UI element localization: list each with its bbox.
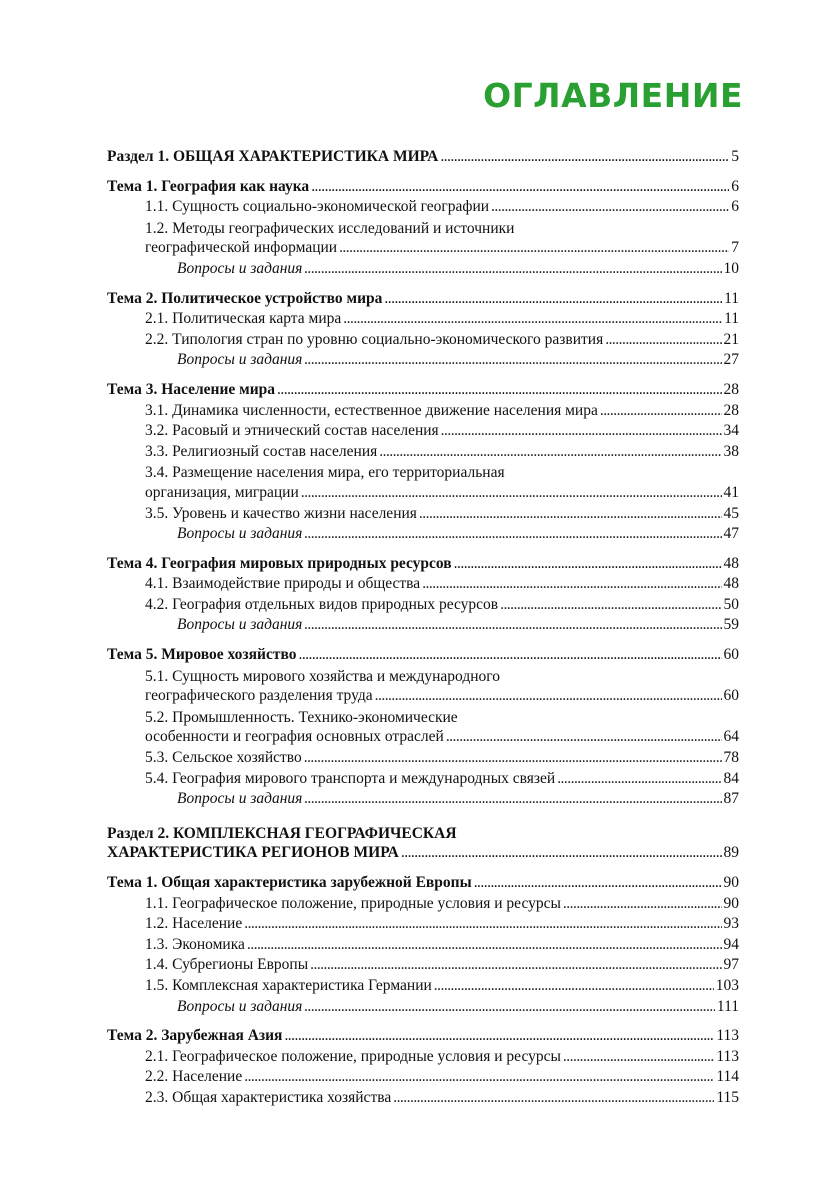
toc-entry-title-line: Раздел 2. КОМПЛЕКСНАЯ ГЕОГРАФИЧЕСКАЯ [107, 824, 457, 842]
toc-page-number: 34 [723, 422, 739, 440]
toc-entry-title: особенности и география основных отраслей [145, 728, 444, 746]
dot-leader [244, 1068, 714, 1086]
toc-entry-title: Вопросы и задания [177, 790, 303, 808]
toc-page-number: 6 [731, 177, 739, 195]
toc-entry-title: 1.5. Комплексная характеристика Германии [145, 976, 432, 994]
dot-leader [284, 1027, 714, 1045]
dot-leader [244, 915, 721, 933]
toc-page-number: 78 [723, 749, 739, 767]
dot-leader [304, 749, 722, 767]
toc-entry-title: географической информации [145, 239, 338, 257]
toc-entry[interactable] [107, 956, 739, 977]
dot-leader [304, 998, 715, 1016]
page-title: ОГЛАВЛЕНИЕ [483, 76, 743, 115]
dot-leader [310, 956, 721, 974]
toc-entry-title: 3.2. Расовый и этнический состав населения [145, 422, 439, 440]
toc-entry[interactable] [107, 616, 739, 637]
toc-entry-title: Раздел 1. ОБЩАЯ ХАРАКТЕРИСТИКА МИРА [107, 148, 439, 165]
toc-entry-title: Тема 2. Зарубежная Азия [107, 1027, 283, 1045]
toc-entry-title: 1.1. Географическое положение, природные условия и ресурсы [145, 894, 561, 912]
toc-entry-title-line: 5.1. Сущность мирового хозяйства и международного [145, 667, 501, 685]
toc-page-number: 11 [724, 289, 739, 307]
toc-entry-title: 5.3. Сельское хозяйство [145, 749, 302, 767]
dot-leader [301, 484, 722, 502]
toc-page-number: 60 [723, 687, 739, 705]
dot-leader [277, 381, 721, 399]
toc-entry-title: Тема 1. География как наука [107, 177, 310, 195]
dot-leader [393, 1089, 714, 1107]
toc-entry[interactable] [107, 290, 739, 311]
toc-entry-title: Вопросы и задания [177, 525, 303, 543]
toc-entry-title: ХАРАКТЕРИСТИКА РЕГИОНОВ МИРА [107, 844, 399, 862]
toc-entry-title: 1.4. Субрегионы Европы [145, 956, 309, 974]
toc-entry[interactable] [107, 895, 739, 916]
toc-entry-title: 2.2. Население [145, 1068, 243, 1086]
toc-page-number: 93 [723, 915, 739, 933]
dot-leader [605, 331, 721, 349]
toc-entry-title: 4.2. География отдельных видов природных ресурсов [145, 595, 499, 613]
toc-page-number: 11 [724, 310, 739, 328]
toc-entry-title-line: 1.2. Методы географических исследований и источники [145, 219, 515, 237]
dot-leader [600, 402, 722, 420]
toc-page-number: 114 [716, 1068, 739, 1086]
toc-entry-title: 2.3. Общая характеристика хозяйства [145, 1088, 392, 1106]
toc-entry[interactable] [107, 646, 739, 667]
toc-entry-title-line: 5.2. Промышленность. Технико-экономические [145, 708, 458, 726]
toc-entry-title: 2.1. Географическое положение, природные условия и ресурсы [145, 1047, 561, 1065]
toc-entry[interactable] [107, 381, 739, 402]
toc-entry[interactable] [107, 178, 739, 199]
toc-page-number: 97 [723, 956, 739, 974]
toc-page-number: 48 [723, 554, 739, 572]
toc-page-number: 89 [723, 844, 739, 862]
toc-entry[interactable] [107, 219, 739, 260]
toc-entry[interactable] [107, 351, 739, 372]
toc-page-number: 111 [716, 997, 739, 1015]
toc-entry[interactable] [107, 770, 739, 791]
dot-leader [375, 687, 722, 705]
toc-entry[interactable] [107, 463, 739, 504]
dot-leader [500, 596, 721, 614]
toc-entry-title: 3.5. Уровень и качество жизни населения [145, 504, 417, 522]
dot-leader [454, 555, 722, 573]
table-of-contents [107, 148, 739, 1110]
toc-page-number: 84 [723, 769, 739, 787]
dot-leader [557, 770, 721, 788]
dot-leader [401, 844, 722, 862]
toc-page-number: 90 [723, 874, 739, 891]
dot-leader [343, 310, 722, 328]
dot-leader [247, 936, 722, 954]
dot-leader [474, 874, 722, 892]
toc-page-number: 6 [731, 198, 739, 216]
dot-leader [434, 977, 714, 995]
toc-entry-title: Тема 4. География мировых природных ресурсов [107, 554, 452, 572]
dot-leader [304, 260, 721, 278]
toc-entry[interactable] [107, 555, 739, 576]
toc-page-number: 47 [723, 525, 739, 543]
dot-leader [379, 443, 721, 461]
toc-entry-title: организация, миграции [145, 483, 299, 501]
toc-page-number: 113 [716, 1047, 739, 1065]
toc-entry[interactable] [107, 1068, 739, 1089]
toc-entry[interactable] [107, 331, 739, 352]
toc-entry[interactable] [107, 443, 739, 464]
dot-leader [563, 895, 722, 913]
toc-page-number: 50 [723, 595, 739, 613]
toc-entry[interactable] [107, 260, 739, 281]
toc-entry[interactable] [107, 1089, 739, 1110]
toc-page-number: 28 [723, 380, 739, 398]
dot-leader [491, 198, 729, 216]
dot-leader [441, 422, 722, 440]
dot-leader [298, 646, 721, 664]
toc-entry[interactable] [107, 1048, 739, 1069]
toc-entry-title: Тема 2. Политическое устройство мира [107, 289, 383, 307]
toc-page-number: 10 [723, 259, 739, 277]
toc-page-number: 7 [731, 239, 739, 257]
toc-entry[interactable] [107, 915, 739, 936]
toc-entry-title: Вопросы и задания [177, 616, 303, 634]
toc-entry-title: 3.3. Религиозный состав населения [145, 442, 378, 460]
dot-leader [440, 148, 729, 166]
toc-entry-title: 1.2. Население [145, 915, 243, 933]
toc-entry-title: Тема 5. Мировое хозяйство [107, 646, 297, 664]
toc-entry-title: Вопросы и задания [177, 351, 303, 369]
toc-entry[interactable] [107, 575, 739, 596]
toc-page-number: 59 [723, 616, 739, 634]
toc-entry-title: 2.1. Политическая карта мира [145, 310, 342, 328]
toc-page-number: 115 [716, 1088, 739, 1106]
toc-page-number: 113 [716, 1027, 739, 1045]
toc-page-number: 87 [723, 790, 739, 808]
toc-entry-title: 1.3. Экономика [145, 935, 245, 953]
toc-entry-title: Тема 1. Общая характеристика зарубежной Европы [107, 874, 472, 891]
toc-page-number: 28 [723, 401, 739, 419]
toc-page-number: 45 [723, 504, 739, 522]
toc-entry[interactable] [107, 148, 739, 169]
toc-entry[interactable] [107, 749, 739, 770]
dot-leader [339, 239, 729, 257]
dot-leader [446, 728, 722, 746]
toc-page-number: 27 [723, 351, 739, 369]
toc-entry-title: 4.1. Взаимодействие природы и общества [145, 575, 421, 593]
toc-page-number: 41 [723, 483, 739, 501]
toc-entry-title: 2.2. Типология стран по уровню социально-экономического развития [145, 330, 604, 348]
toc-page-number: 38 [723, 442, 739, 460]
toc-page-number: 90 [723, 894, 739, 912]
toc-page-number: 94 [723, 935, 739, 953]
toc-entry-title: Вопросы и задания [177, 259, 303, 277]
toc-entry[interactable] [107, 874, 739, 895]
toc-page-number: 21 [723, 330, 739, 348]
toc-page-number: 5 [731, 148, 739, 165]
dot-leader [304, 616, 721, 634]
toc-page-number: 60 [723, 646, 739, 664]
toc-page-number: 64 [723, 728, 739, 746]
dot-leader [419, 505, 722, 523]
toc-entry-title: географического разделения труда [145, 687, 373, 705]
toc-entry[interactable] [107, 824, 739, 865]
toc-entry-title: 3.1. Динамика численности, естественное движение населения мира [145, 401, 598, 419]
toc-entry[interactable] [107, 1027, 739, 1048]
toc-entry-title: 1.1. Сущность социально-экономической географии [145, 198, 490, 216]
toc-entry[interactable] [107, 977, 739, 998]
toc-entry[interactable] [107, 402, 739, 423]
dot-leader [384, 290, 722, 308]
toc-entry[interactable] [107, 198, 739, 219]
dot-leader [311, 178, 729, 196]
toc-entry-title: Тема 3. Население мира [107, 380, 276, 398]
toc-entry[interactable] [107, 525, 739, 546]
toc-entry[interactable] [107, 708, 739, 749]
dot-leader [422, 575, 721, 593]
toc-page-number: 48 [723, 575, 739, 593]
dot-leader [304, 351, 721, 369]
toc-page-number: 103 [715, 976, 739, 994]
toc-entry-title-line: 3.4. Размещение населения мира, его территориальная [145, 464, 505, 482]
dot-leader [304, 525, 721, 543]
toc-entry-title: 5.4. География мирового транспорта и международных связей [145, 769, 556, 787]
toc-entry[interactable] [107, 310, 739, 331]
dot-leader [563, 1048, 714, 1066]
toc-entry[interactable] [107, 936, 739, 957]
toc-entry[interactable] [107, 422, 739, 443]
toc-entry[interactable] [107, 998, 739, 1019]
dot-leader [304, 790, 721, 808]
toc-entry-title: Вопросы и задания [177, 997, 303, 1015]
toc-entry[interactable] [107, 596, 739, 617]
toc-entry[interactable] [107, 790, 739, 811]
toc-entry[interactable] [107, 667, 739, 708]
toc-entry[interactable] [107, 505, 739, 526]
